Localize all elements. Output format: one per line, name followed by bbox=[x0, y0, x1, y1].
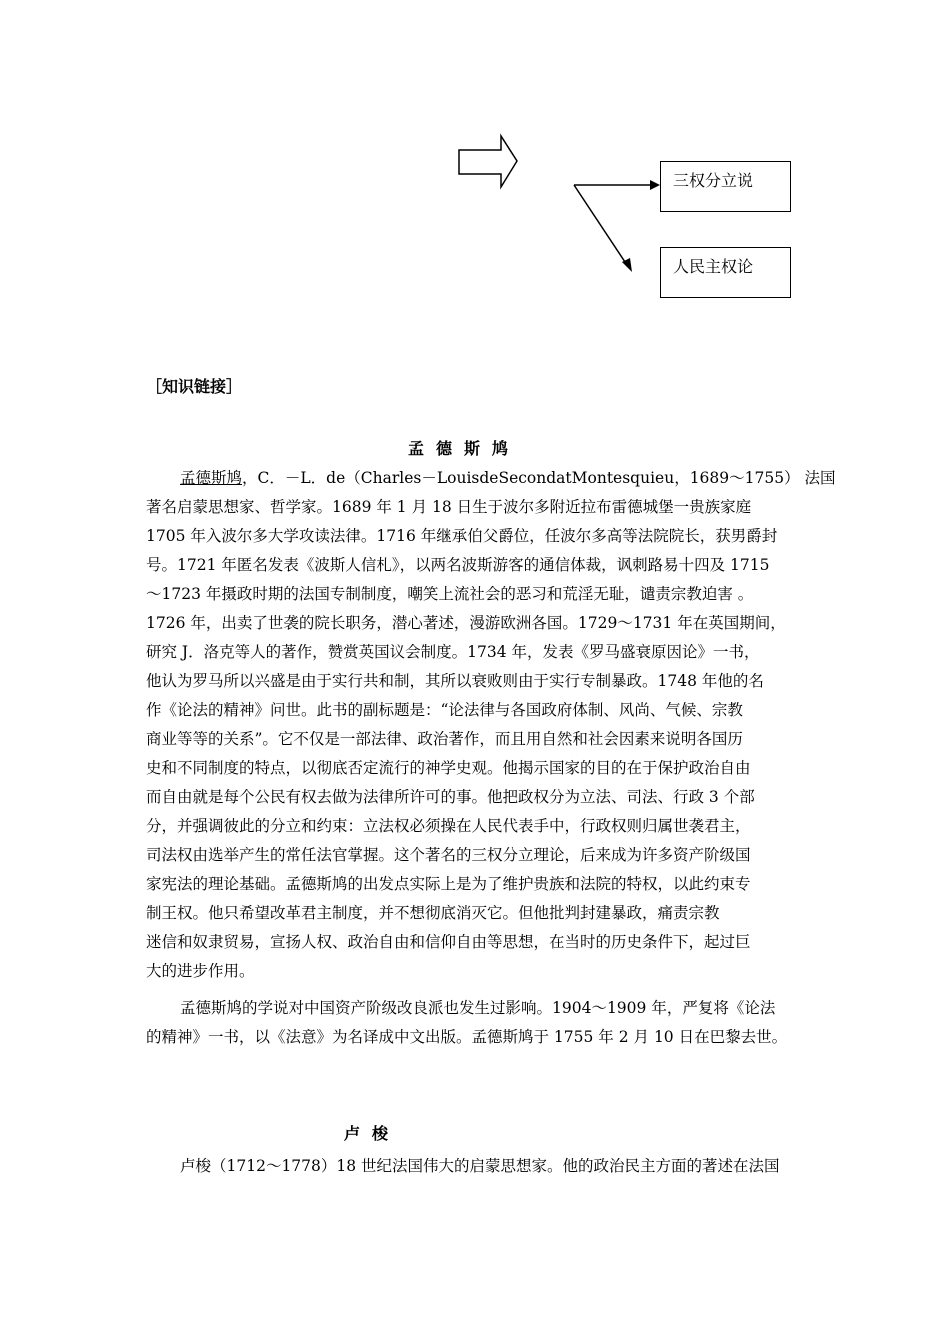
box-separation-of-powers bbox=[660, 161, 791, 212]
text-line: 的精神》一书，以《法意》为名译成中文出版。孟德斯鸠于 1755 年 2 月 10 日在巴黎去世。 bbox=[146, 1028, 788, 1046]
text-line: 作《论法的精神》问世。此书的副标题是：“论法律与各国政府体制、风尚、气候、宗教 bbox=[146, 701, 743, 719]
text-line: 制王权。他只希望改革君主制度，并不想彻底消灭它。但他批判封建暴政，痛责宗教 bbox=[146, 904, 720, 922]
section-label: ［知识链接］ bbox=[146, 377, 243, 396]
text-line: 研究 J．洛克等人的著作，赞赏英国议会制度。1734 年，发表《罗马盛衰原因论》一书， bbox=[146, 643, 760, 661]
text-line: 号。1721 年匿名发表《波斯人信札》，以两名波斯游客的通信体裁，讽刺路易十四及 1715 bbox=[146, 556, 770, 574]
box-bottom-label: 人民主权论 bbox=[673, 257, 754, 276]
text-line: 他认为罗马所以兴盛是由于实行共和制，其所以衰败则由于实行专制暴政。1748 年他的名 bbox=[146, 672, 764, 690]
right-block-arrow-icon bbox=[459, 136, 517, 187]
montesquieu-paragraph-2 bbox=[146, 994, 826, 1052]
heading-rousseau: 卢梭 bbox=[344, 1124, 401, 1143]
text-line: 迷信和奴隶贸易，宣扬人权、政治自由和信仰自由等思想，在当时的历史条件下，起过巨 bbox=[146, 933, 751, 951]
text-line: 孟德斯鸠的学说对中国资产阶级改良派也发生过影响。1904～1909 年，严复将《论法 bbox=[180, 999, 776, 1017]
montesquieu-paragraph-1 bbox=[146, 464, 836, 986]
text-line: 史和不同制度的特点，以彻底否定流行的神学史观。他揭示国家的目的在于保护政治自由 bbox=[146, 759, 751, 777]
arrowhead-top-icon bbox=[650, 180, 660, 190]
text-line: 而自由就是每个公民有权去做为法律所许可的事。他把政权分为立法、司法、行政 3 个部 bbox=[146, 788, 755, 806]
text-line bbox=[146, 464, 836, 493]
text-line: 1705 年入波尔多大学攻读法律。1716 年继承伯父爵位，任波尔多高等法院院长，获男爵封 bbox=[146, 527, 778, 545]
text-line: ～1723 年摄政时期的法国专制制度，嘲笑上流社会的恶习和荒淫无耻，谴责宗教迫害 。 bbox=[146, 585, 754, 603]
connector-line-bottom bbox=[574, 185, 627, 265]
text-line: 大的进步作用。 bbox=[146, 962, 255, 980]
concept-diagram bbox=[0, 0, 950, 320]
text-line: 分，并强调彼此的分立和约束：立法权必须操在人民代表手中，行政权则归属世袭君主， bbox=[146, 817, 751, 835]
heading-montesquieu: 孟德斯鸠 bbox=[408, 439, 521, 458]
box-popular-sovereignty bbox=[660, 247, 791, 298]
text-line: 商业等等的关系”。它不仅是一部法律、政治著作，而且用自然和社会因素来说明各国历 bbox=[146, 730, 743, 748]
text-line: 司法权由选举产生的常任法官掌握。这个著名的三权分立理论，后来成为许多资产阶级国 bbox=[146, 846, 751, 864]
text-line-content: ，C．－L．de（Charles－LouisdeSecondatMontesquieu，1689～1755） 法国 bbox=[242, 469, 836, 487]
text-line: 著名启蒙思想家、哲学家。1689 年 1 月 18 日生于波尔多附近拉布雷德城堡一贵族家庭 bbox=[146, 498, 752, 516]
text-line: 家宪法的理论基础。孟德斯鸠的出发点实际上是为了维护贵族和法院的特权，以此约束专 bbox=[146, 875, 751, 893]
box-top-label: 三权分立说 bbox=[673, 171, 754, 190]
text-line: 1726 年，出卖了世袭的院长职务，潜心著述，漫游欧洲各国。1729～1731 年在英国期间， bbox=[146, 614, 786, 632]
text-line: 卢梭（1712～1778）18 世纪法国伟大的启蒙思想家。他的政治民主方面的著述在法国 bbox=[180, 1157, 780, 1175]
rousseau-paragraph bbox=[146, 1152, 826, 1181]
montesquieu-name: 孟德斯鸠 bbox=[180, 469, 243, 487]
